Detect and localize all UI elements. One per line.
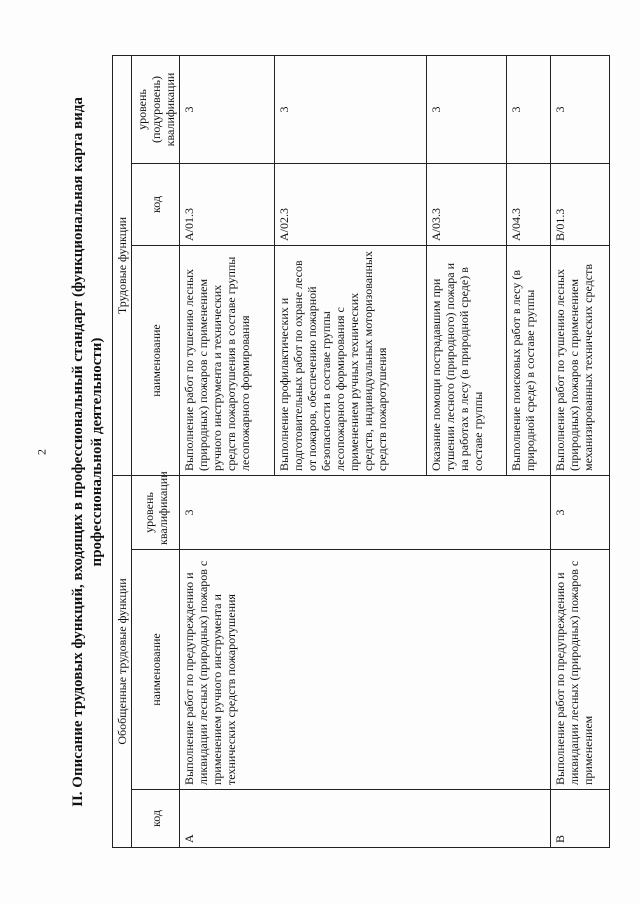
function-name: Оказание помощи пострадавшим при тушении лесного (природного) пожара и на работах в лесу (в природной среде) в составе группы — [427, 246, 506, 476]
function-sublevel: 3 — [506, 56, 551, 164]
header-sublevel: уровень (подуровень) квалификации — [132, 56, 180, 164]
table-container — [112, 56, 610, 848]
function-code: A/02.3 — [275, 164, 427, 246]
function-sublevel: 3 — [427, 56, 506, 164]
header-level: уровень квалификации — [132, 476, 180, 550]
header-code: код — [132, 790, 180, 848]
function-code: A/03.3 — [427, 164, 506, 246]
generalized-name: Выполнение работ по предупреждению и ликвидации лесных (природных) пожаров с применением — [551, 550, 610, 790]
function-sublevel: 3 — [275, 56, 427, 164]
functional-map-table — [112, 55, 610, 848]
table-row — [551, 56, 610, 848]
page-number: 2 — [34, 449, 49, 455]
header-labor-functions: Трудовые функции — [113, 56, 132, 476]
function-sublevel: 3 — [179, 56, 274, 164]
header-name: наименование — [132, 550, 180, 790]
generalized-code: A — [179, 790, 550, 848]
function-name: Выполнение поисковых работ в лесу (в природной среде) в составе группы — [506, 246, 551, 476]
generalized-level: 3 — [179, 476, 550, 550]
header-row-groups — [113, 56, 132, 848]
function-name: Выполнение работ по тушению лесных (природных) пожаров с применением механизированных технических средств — [551, 246, 610, 476]
function-code: A/04.3 — [506, 164, 551, 246]
function-sublevel: 3 — [551, 56, 610, 164]
header-function-code: код — [132, 164, 180, 246]
function-code: A/01.3 — [179, 164, 274, 246]
function-name: Выполнение профилактических и подготовительных работ по охране лесов от пожаров, обеспечению пожарной безопасности в составе группы лесопожарного формирования с применением ручных технических средств, индивидуальных моторизованных средств пожаротушения — [275, 246, 427, 476]
header-row-columns — [132, 56, 180, 848]
generalized-level: 3 — [551, 476, 610, 550]
function-code: B/01.3 — [551, 164, 610, 246]
header-generalized-functions: Обобщенные трудовые функции — [113, 476, 132, 848]
generalized-name: Выполнение работ по предупреждению и ликвидации лесных (природных) пожаров с применением ручного инструмента и технических средств пожаротушения — [179, 550, 550, 790]
header-function-name: наименование — [132, 246, 180, 476]
function-name: Выполнение работ по тушению лесных (природных) пожаров с применением ручного инструмента и технических средств пожаротушения в составе группы лесопожарного формирования — [179, 246, 274, 476]
generalized-code: B — [551, 790, 610, 848]
table-row — [179, 56, 274, 848]
section-heading: II. Описание трудовых функций, входящих в профессиональный стандарт (функциональная карта вида профессиональной деятельности) — [70, 97, 105, 807]
